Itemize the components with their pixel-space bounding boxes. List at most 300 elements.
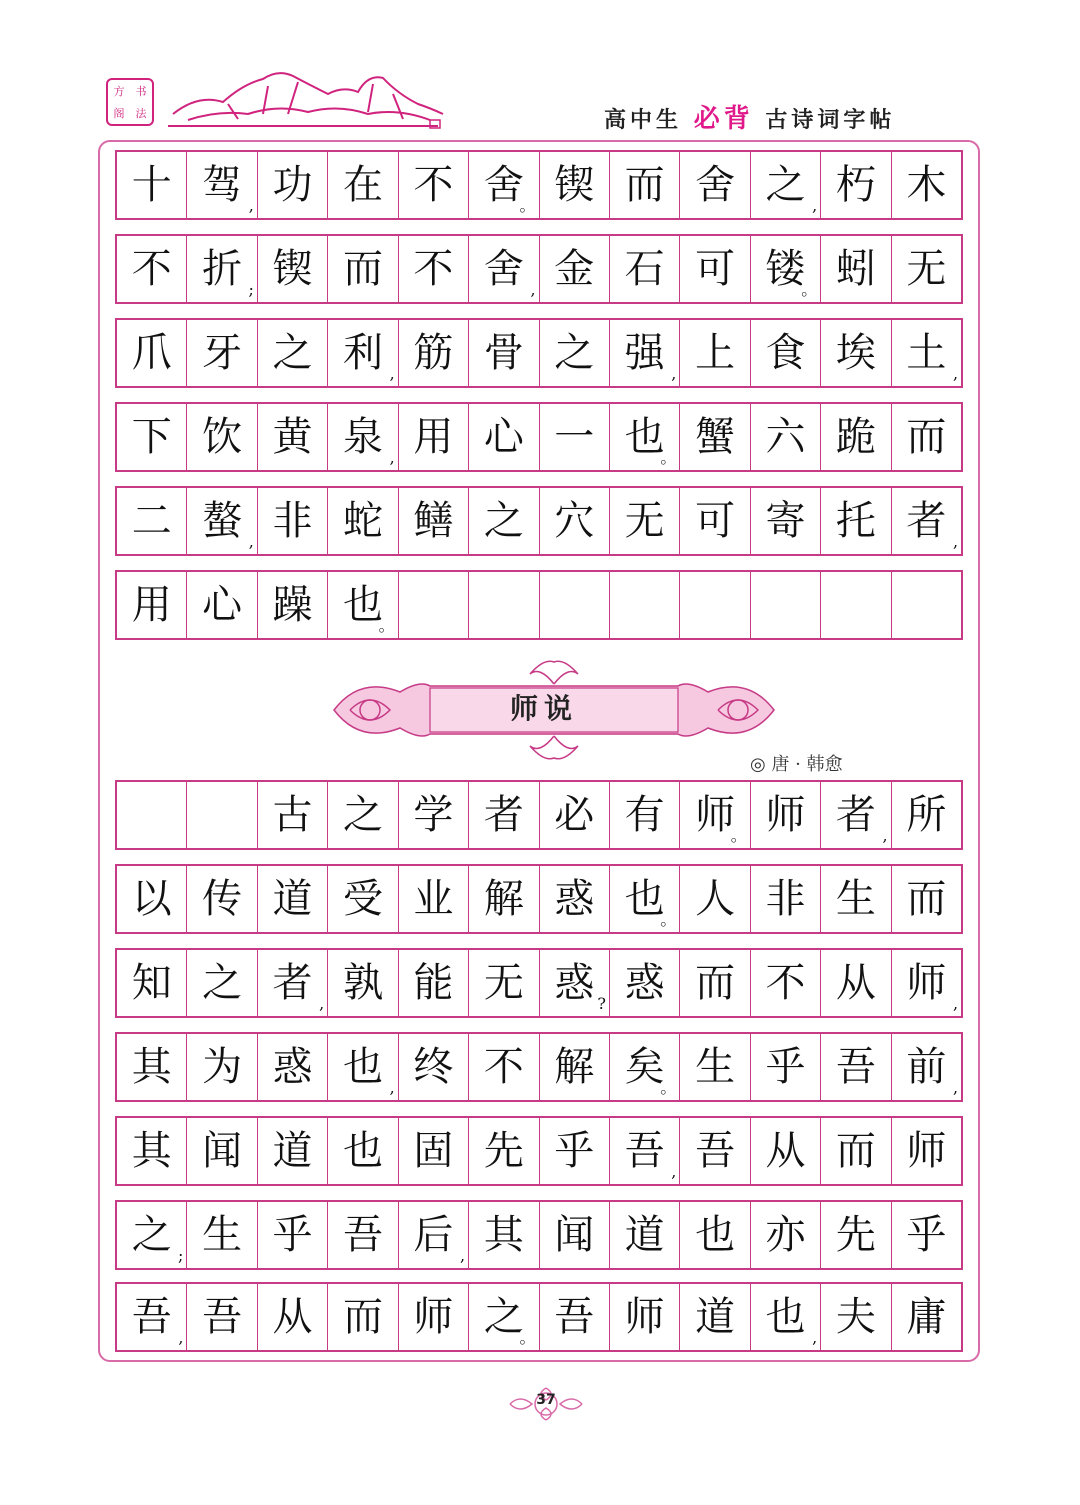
punctuation-mark: ,: [952, 1078, 959, 1097]
character: 也: [342, 582, 383, 628]
grid-cell: [609, 782, 679, 848]
grid-cell: [679, 404, 749, 470]
character: 之: [202, 960, 243, 1006]
grid-cell: [750, 404, 820, 470]
grid-cell: [117, 488, 186, 554]
character: 镂: [765, 246, 806, 292]
punctuation-mark: ,: [460, 1246, 466, 1265]
character: 者: [483, 792, 524, 838]
character: 之: [765, 162, 806, 208]
grid-cell: [398, 1118, 468, 1184]
character: 骨: [483, 330, 524, 376]
character: 牙: [202, 330, 243, 376]
character: 先: [835, 1212, 876, 1258]
grid-cell: [398, 866, 468, 932]
grid-cell: [679, 950, 749, 1016]
grid-cell: [117, 782, 186, 848]
grid-cell: [398, 572, 468, 638]
grid-cell: [186, 1284, 256, 1350]
grid-cell: [750, 950, 820, 1016]
grid-cell: [891, 950, 961, 1016]
character: 寄: [765, 498, 806, 544]
character: 道: [272, 1128, 313, 1174]
grid-cell: [327, 866, 397, 932]
grid-cell: [891, 782, 961, 848]
character: 金: [554, 246, 595, 292]
grid-cell: [679, 572, 749, 638]
book-title-accent: 必背: [693, 104, 754, 134]
grid-cell: [468, 950, 538, 1016]
grid-cell: [891, 1034, 961, 1100]
grid-cell: [891, 1202, 961, 1268]
character: 心: [483, 414, 524, 460]
character: 师: [906, 1128, 947, 1174]
grid-cell: [820, 152, 890, 218]
grid-cell: [398, 236, 468, 302]
grid-cell: [750, 1034, 820, 1100]
punctuation-mark: 。: [660, 910, 677, 929]
grid-cell: [327, 950, 397, 1016]
grid-cell: [539, 404, 609, 470]
seal-char: 阁: [113, 106, 125, 120]
character: 黄: [272, 414, 313, 460]
character: 先: [483, 1128, 524, 1174]
grid-cell: [539, 866, 609, 932]
grid-cell: [609, 1118, 679, 1184]
grid-cell: [820, 1118, 890, 1184]
character: 也: [342, 1128, 383, 1174]
grid-cell: [891, 1284, 961, 1350]
character: 也: [624, 414, 665, 460]
punctuation-mark: ,: [389, 448, 395, 467]
character: 从: [765, 1128, 806, 1174]
book-title-part1: 高中生: [604, 108, 683, 133]
grid-cell: [750, 572, 820, 638]
grid-cell: [750, 488, 820, 554]
character: 利: [342, 330, 383, 376]
page-number: 37: [536, 1392, 556, 1408]
grid-cell: [679, 782, 749, 848]
grid-cell: [327, 1202, 397, 1268]
grid-cell: [468, 236, 538, 302]
character: 二: [131, 498, 172, 544]
grid-cell: [186, 320, 256, 386]
book-title-part2: 古诗词字帖: [765, 108, 896, 133]
punctuation-mark: ,: [530, 280, 536, 299]
grid-cell: [257, 782, 327, 848]
character: 用: [413, 414, 454, 460]
grid-cell: [820, 1284, 890, 1350]
grid-cell: [820, 572, 890, 638]
character: 朽: [835, 162, 876, 208]
character: 跪: [835, 414, 876, 460]
character: 其: [483, 1212, 524, 1258]
character: 之: [483, 498, 524, 544]
grid-cell: [468, 782, 538, 848]
character: 师: [413, 1294, 454, 1340]
character: 下: [131, 414, 172, 460]
punctuation-mark: ;: [248, 280, 254, 299]
grid-cell: [468, 572, 538, 638]
grid-cell: [468, 1118, 538, 1184]
grid-cell: [609, 152, 679, 218]
seal-char: 法: [135, 106, 147, 120]
character: 者: [835, 792, 876, 838]
character: 之: [554, 330, 595, 376]
character: 锲: [554, 162, 595, 208]
character: 矣: [624, 1044, 665, 1090]
character: 吾: [202, 1294, 243, 1340]
grid-cell: [398, 488, 468, 554]
character: 业: [413, 876, 454, 922]
character: 舍: [483, 246, 524, 292]
grid-cell: [891, 866, 961, 932]
punctuation-mark: 。: [801, 280, 818, 299]
character: 可: [695, 246, 736, 292]
grid-cell: [117, 404, 186, 470]
grid-cell: [539, 152, 609, 218]
grid-cell: [117, 866, 186, 932]
character: 上: [695, 330, 736, 376]
character: 而: [695, 960, 736, 1006]
grid-cell: [609, 1034, 679, 1100]
grid-cell: [398, 1202, 468, 1268]
grid-cell: [398, 950, 468, 1016]
grid-cell: [539, 572, 609, 638]
grid-cell: [117, 1118, 186, 1184]
character: 者: [906, 498, 947, 544]
character: 强: [624, 330, 665, 376]
character: 惑: [272, 1044, 313, 1090]
character: 托: [835, 498, 876, 544]
punctuation-mark: 。: [730, 826, 747, 845]
character: 舍: [695, 162, 736, 208]
grid-cell: [186, 866, 256, 932]
character: 从: [272, 1294, 313, 1340]
punctuation-mark: ,: [671, 364, 677, 383]
character: 吾: [342, 1212, 383, 1258]
punctuation-mark: ;: [178, 1246, 184, 1265]
character: 无: [483, 960, 524, 1006]
grid-cell: [257, 950, 327, 1016]
character: 所: [906, 792, 947, 838]
character: 石: [624, 246, 665, 292]
grid-cell: [750, 236, 820, 302]
grid-cell: [679, 488, 749, 554]
grid-cell: [609, 404, 679, 470]
character: 乎: [554, 1128, 595, 1174]
character: 必: [554, 792, 595, 838]
grid-cell: [468, 320, 538, 386]
character: 折: [202, 246, 243, 292]
grid-cell: [257, 488, 327, 554]
grid-cell: [186, 1034, 256, 1100]
character: 古: [272, 792, 313, 838]
grid-cell: [257, 1118, 327, 1184]
character: 师: [765, 792, 806, 838]
character: 师: [906, 960, 947, 1006]
character: 螯: [202, 498, 243, 544]
grid-row: [115, 1116, 963, 1186]
grid-cell: [539, 488, 609, 554]
grid-cell: [257, 572, 327, 638]
grid-cell: [186, 1118, 256, 1184]
character: 惑: [624, 960, 665, 1006]
character: 为: [202, 1044, 243, 1090]
grid-cell: [257, 404, 327, 470]
character: 筋: [413, 330, 454, 376]
grid-cell: [750, 320, 820, 386]
punctuation-mark: ,: [952, 994, 959, 1013]
grid-cell: [468, 404, 538, 470]
character: 蟹: [695, 414, 736, 460]
character: 而: [835, 1128, 876, 1174]
grid-cell: [327, 236, 397, 302]
grid-cell: [820, 1202, 890, 1268]
grid-cell: [257, 1202, 327, 1268]
punctuation-mark: ,: [671, 1162, 677, 1181]
grid-cell: [398, 1034, 468, 1100]
poem-author: ◎ 唐 · 韩愈: [750, 754, 843, 775]
character: 其: [131, 1044, 172, 1090]
grid-row: [115, 150, 963, 220]
punctuation-mark: ,: [248, 532, 254, 551]
character: 用: [131, 582, 172, 628]
character: 吾: [624, 1128, 665, 1174]
grid-cell: [186, 236, 256, 302]
grid-cell: [679, 1202, 749, 1268]
grid-cell: [820, 782, 890, 848]
grid-cell: [327, 1118, 397, 1184]
grid-cell: [257, 152, 327, 218]
punctuation-mark: ,: [319, 994, 325, 1013]
character: 躁: [272, 582, 313, 628]
character: 道: [272, 876, 313, 922]
grid-cell: [186, 404, 256, 470]
grid-row: [115, 486, 963, 556]
character: 道: [695, 1294, 736, 1340]
character: 舍: [483, 162, 524, 208]
character: 夫: [835, 1294, 876, 1340]
grid-cell: [117, 236, 186, 302]
grid-cell: [117, 1202, 186, 1268]
character: 而: [342, 246, 383, 292]
character: 传: [202, 876, 243, 922]
grid-cell: [327, 152, 397, 218]
grid-cell: [186, 782, 256, 848]
character: 生: [695, 1044, 736, 1090]
grid-cell: [257, 866, 327, 932]
grid-cell: [820, 950, 890, 1016]
grid-cell: [609, 950, 679, 1016]
character: 不: [131, 246, 172, 292]
grid-cell: [891, 1118, 961, 1184]
grid-cell: [117, 950, 186, 1016]
grid-cell: [186, 950, 256, 1016]
grid-row: [115, 948, 963, 1018]
grid-cell: [891, 404, 961, 470]
punctuation-mark: ,: [882, 826, 888, 845]
grid-cell: [750, 866, 820, 932]
character: 不: [413, 162, 454, 208]
grid-cell: [468, 1202, 538, 1268]
grid-cell: [257, 1034, 327, 1100]
grid-cell: [679, 1284, 749, 1350]
character: 从: [835, 960, 876, 1006]
grid-row: [115, 1032, 963, 1102]
grid-cell: [468, 152, 538, 218]
character: 也: [765, 1294, 806, 1340]
character: 一: [554, 414, 595, 460]
grid-cell: [539, 1284, 609, 1350]
character: 终: [413, 1044, 454, 1090]
punctuation-mark: ?: [597, 994, 606, 1013]
grid-cell: [679, 152, 749, 218]
character: 人: [695, 876, 736, 922]
character: 无: [624, 498, 665, 544]
character: 可: [695, 498, 736, 544]
character: 木: [906, 162, 947, 208]
grid-cell: [539, 1034, 609, 1100]
punctuation-mark: ,: [389, 364, 395, 383]
grid-cell: [891, 488, 961, 554]
character: 十: [131, 162, 172, 208]
grid-cell: [820, 488, 890, 554]
grid-cell: [750, 1202, 820, 1268]
character: 蚓: [835, 246, 876, 292]
grid-row: [115, 570, 963, 640]
character: 饮: [202, 414, 243, 460]
grid-cell: [750, 1284, 820, 1350]
character: 亦: [765, 1212, 806, 1258]
grid-cell: [539, 782, 609, 848]
character: 在: [342, 162, 383, 208]
punctuation-mark: ,: [812, 1328, 818, 1347]
grid-cell: [609, 1202, 679, 1268]
character: 爪: [131, 330, 172, 376]
mountain-illustration: [168, 64, 448, 134]
punctuation-mark: 。: [660, 448, 677, 467]
character: 乎: [272, 1212, 313, 1258]
grid-cell: [820, 236, 890, 302]
grid-cell: [609, 320, 679, 386]
grid-cell: [327, 782, 397, 848]
grid-cell: [679, 866, 749, 932]
punctuation-mark: ,: [248, 196, 254, 215]
character: 非: [765, 876, 806, 922]
character: 之: [131, 1212, 172, 1258]
character: 穴: [554, 498, 595, 544]
character: 无: [906, 246, 947, 292]
grid-cell: [468, 488, 538, 554]
character: 吾: [131, 1294, 172, 1340]
grid-cell: [750, 1118, 820, 1184]
grid-cell: [820, 320, 890, 386]
grid-cell: [468, 866, 538, 932]
punctuation-mark: ,: [178, 1328, 184, 1347]
grid-cell: [468, 1284, 538, 1350]
poem-title: 师说: [509, 692, 578, 725]
grid-cell: [327, 572, 397, 638]
character: 以: [131, 876, 172, 922]
grid-row: [115, 402, 963, 472]
grid-row: [115, 1200, 963, 1270]
grid-cell: [539, 320, 609, 386]
character: 受: [342, 876, 383, 922]
character: 解: [554, 1044, 595, 1090]
grid-cell: [117, 1284, 186, 1350]
grid-row: [115, 318, 963, 388]
character: 惑: [554, 960, 595, 1006]
character: 解: [483, 876, 524, 922]
grid-cell: [679, 320, 749, 386]
grid-cell: [609, 1284, 679, 1350]
book-title: [604, 98, 895, 135]
grid-cell: [891, 152, 961, 218]
grid-cell: [820, 1034, 890, 1100]
character: 师: [624, 1294, 665, 1340]
character: 知: [131, 960, 172, 1006]
character: 也: [624, 876, 665, 922]
grid-cell: [539, 1118, 609, 1184]
character: 而: [624, 162, 665, 208]
grid-cell: [327, 404, 397, 470]
grid-cell: [327, 1034, 397, 1100]
grid-cell: [117, 320, 186, 386]
grid-cell: [609, 488, 679, 554]
grid-cell: [891, 572, 961, 638]
character: 庸: [906, 1294, 947, 1340]
grid-cell: [398, 152, 468, 218]
grid-cell: [891, 236, 961, 302]
character: 之: [342, 792, 383, 838]
character: 锲: [272, 246, 313, 292]
character: 土: [906, 330, 947, 376]
character: 不: [413, 246, 454, 292]
punctuation-mark: ,: [812, 196, 818, 215]
character: 乎: [765, 1044, 806, 1090]
character: 后: [413, 1212, 454, 1258]
grid-cell: [257, 236, 327, 302]
character: 生: [835, 876, 876, 922]
character: 也: [342, 1044, 383, 1090]
character: 驾: [202, 162, 243, 208]
grid-cell: [539, 236, 609, 302]
character: 埃: [835, 330, 876, 376]
character: 鳝: [413, 498, 454, 544]
grid-cell: [398, 404, 468, 470]
punctuation-mark: ,: [389, 1078, 395, 1097]
character: 生: [202, 1212, 243, 1258]
grid-cell: [539, 1202, 609, 1268]
grid-cell: [820, 866, 890, 932]
grid-cell: [609, 572, 679, 638]
character: 之: [272, 330, 313, 376]
character: 六: [765, 414, 806, 460]
character: 能: [413, 960, 454, 1006]
character: 前: [906, 1044, 947, 1090]
grid-cell: [117, 152, 186, 218]
character: 有: [624, 792, 665, 838]
character: 吾: [554, 1294, 595, 1340]
grid-row: [115, 780, 963, 850]
grid-row: [115, 1282, 963, 1352]
character: 而: [906, 414, 947, 460]
grid-cell: [117, 1034, 186, 1100]
grid-cell: [398, 782, 468, 848]
grid-cell: [679, 1034, 749, 1100]
grid-cell: [327, 1284, 397, 1350]
